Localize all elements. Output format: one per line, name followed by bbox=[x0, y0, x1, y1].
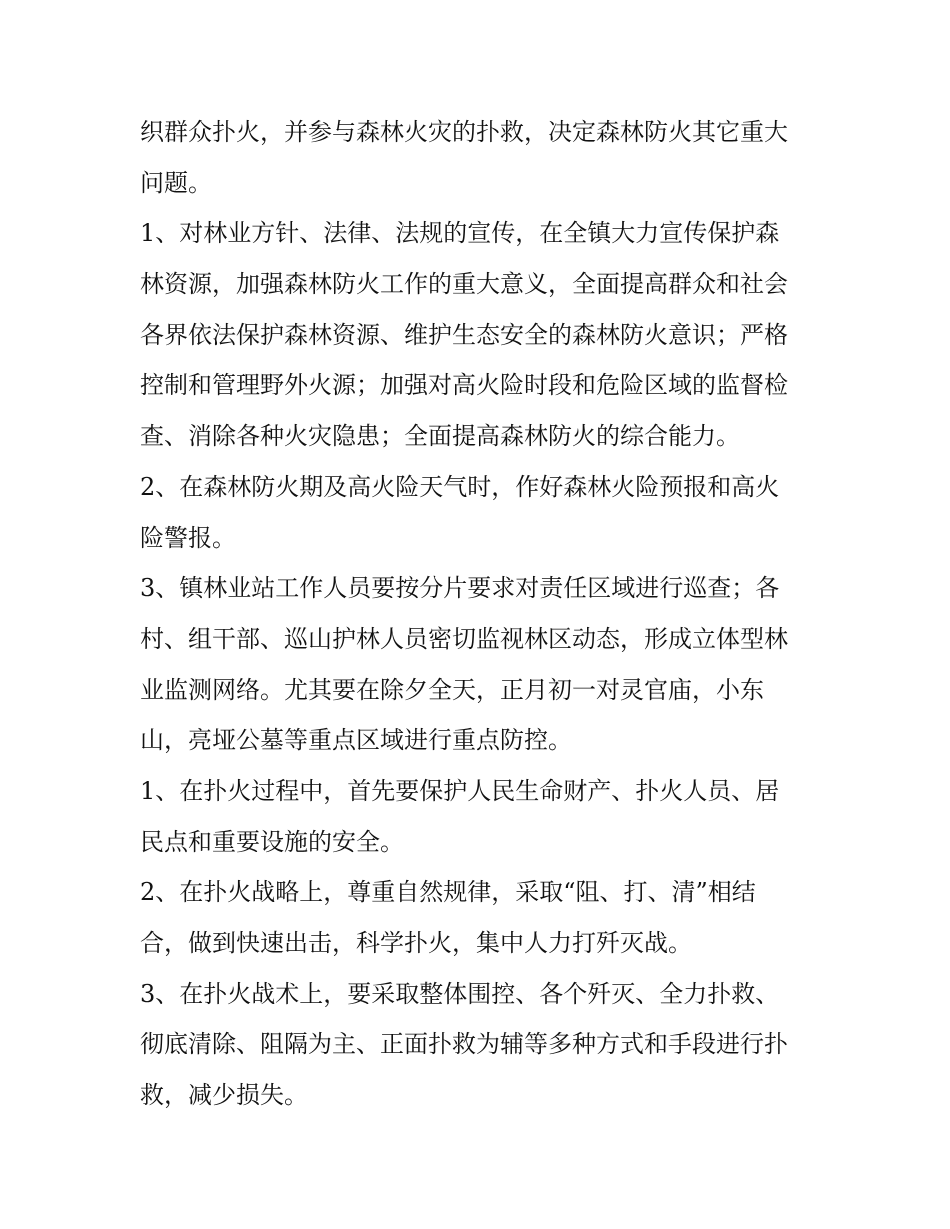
text-line: 3、镇林业站工作人员要按分片要求对责任区域进行巡查；各 bbox=[140, 574, 780, 603]
text-line: 3、在扑火战术上，要采取整体围控、各个歼灭、全力扑救、 bbox=[140, 979, 780, 1008]
paragraph-duties-continued bbox=[140, 107, 820, 208]
text-line: 2、在森林防火期及高火险天气时，作好森林火险预报和高火 bbox=[140, 472, 780, 501]
text-line: 民点和重要设施的安全。 bbox=[140, 827, 404, 856]
text-line: 1、在扑火过程中，首先要保护人民生命财产、扑火人员、居 bbox=[140, 776, 780, 805]
text-line: 救，减少损失。 bbox=[140, 1081, 308, 1110]
text-line: 各界依法保护森林资源、维护生态安全的森林防火意识；严格 bbox=[140, 320, 788, 349]
text-line: 林资源，加强森林防火工作的重大意义，全面提高群众和社会 bbox=[140, 270, 788, 299]
paragraph-firefighting-item-1 bbox=[140, 766, 820, 867]
text-line: 控制和管理野外火源；加强对高火险时段和危险区域的监督检 bbox=[140, 371, 788, 400]
text-line: 1、对林业方针、法律、法规的宣传，在全镇大力宣传保护森 bbox=[140, 219, 780, 248]
text-line: 山，亮垭公墓等重点区域进行重点防控。 bbox=[140, 726, 572, 755]
text-line: 查、消除各种火灾隐患；全面提高森林防火的综合能力。 bbox=[140, 422, 740, 451]
paragraph-prevention-item-1 bbox=[140, 208, 820, 461]
text-line: 问题。 bbox=[140, 168, 212, 197]
paragraph-firefighting-item-2 bbox=[140, 867, 820, 968]
text-line: 险警报。 bbox=[140, 523, 236, 552]
text-line: 彻底清除、阻隔为主、正面扑救为辅等多种方式和手段进行扑 bbox=[140, 1030, 788, 1059]
paragraph-prevention-item-3 bbox=[140, 563, 820, 766]
paragraph-firefighting-item-3 bbox=[140, 969, 820, 1121]
document-body bbox=[140, 107, 820, 1121]
text-line: 业监测网络。尤其要在除夕全天，正月初一对灵官庙，小东 bbox=[140, 675, 764, 704]
text-line: 合，做到快速出击，科学扑火，集中人力打歼灭战。 bbox=[140, 929, 692, 957]
text-line: 2、在扑火战略上，尊重自然规律，采取“阻、打、清”相结 bbox=[140, 878, 756, 907]
paragraph-prevention-item-2 bbox=[140, 462, 820, 563]
text-line: 村、组干部、巡山护林人员密切监视林区动态，形成立体型林 bbox=[140, 624, 788, 653]
text-line: 织群众扑火，并参与森林火灾的扑救，决定森林防火其它重大 bbox=[140, 118, 788, 146]
